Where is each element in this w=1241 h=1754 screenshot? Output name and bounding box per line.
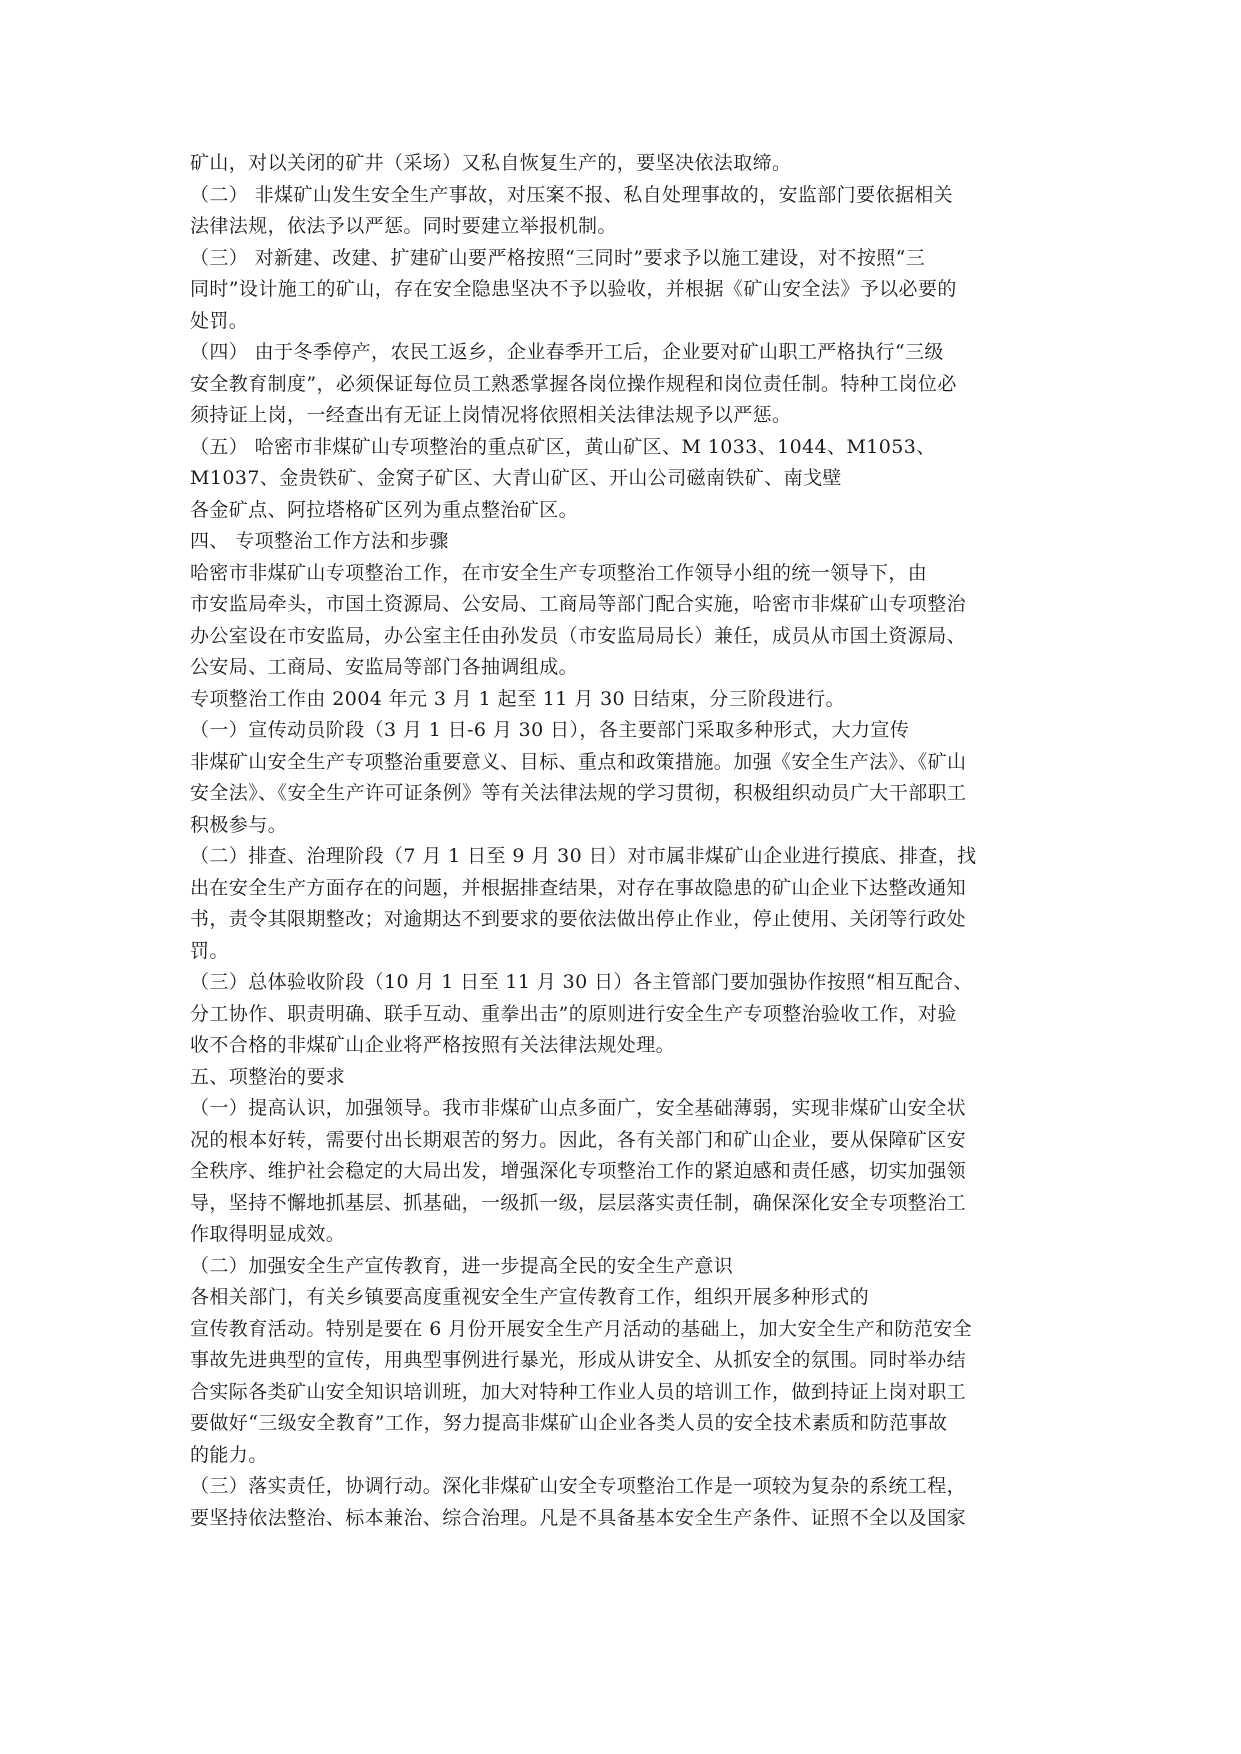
text-line: （一）宣传动员阶段（3 月 1 日-6 月 30 日），各主要部门采取多种形式，大力宣传 (190, 719, 910, 741)
text-line: 公安局、工商局、安监局等部门各抽调组成。 (190, 656, 579, 678)
text-line: 要做好“三级安全教育”工作，努力提高非煤矿山企业各类人员的安全技术素质和防范事故 (190, 1412, 948, 1434)
text-line: （三）总体验收阶段（10 月 1 日至 11 月 30 日）各主管部门要加强协作按照“相互配合、 (190, 971, 973, 993)
text-line: （二） 非煤矿山发生安全生产事故，对压案不报、私自处理事故的，安监部门要依据相关 (190, 183, 954, 206)
text-line: 法律法规，依法予以严惩。同时要建立举报机制。 (190, 215, 617, 237)
text-line: 矿山，对以关闭的矿井（采场）又私自恢复生产的，要坚决依法取缔。 (190, 152, 792, 174)
text-line: （一）提高认识，加强领导。我市非煤矿山点多面广，安全基础薄弱，实现非煤矿山安全状 (190, 1097, 967, 1119)
text-line: 的能力。 (190, 1443, 268, 1466)
text-line: （三）落实责任，协调行动。深化非煤矿山安全专项整治工作是一项较为复杂的系统工程， (190, 1475, 967, 1497)
text-line: （五） 哈密市非煤矿山专项整治的重点矿区，黄山矿区、M 1033、1044、M1053、 (190, 435, 936, 458)
text-line: 全秩序、维护社会稳定的大局出发，增强深化专项整治工作的紧迫感和责任感，切实加强领 (190, 1160, 967, 1182)
text-line: （二）加强安全生产宣传教育，进一步提高全民的安全生产意识 (190, 1254, 734, 1277)
text-line: 书，责令其限期整改；对逾期达不到要求的要依法做出停止作业，停止使用、关闭等行政处 (190, 908, 967, 930)
text-line: 非煤矿山安全生产专项整治重要意义、目标、重点和政策措施。加强《安全生产法》、《矿山 (190, 750, 967, 773)
text-line: （四） 由于冬季停产，农民工返乡，企业春季开工后，企业要对矿山职工严格执行“三级 (190, 341, 944, 363)
text-line: 办公室设在市安监局，办公室主任由孙发员（市安监局局长）兼任，成员从市国土资源局、 (190, 624, 967, 647)
text-line: 处罚。 (190, 309, 249, 332)
text-line: 哈密市非煤矿山专项整治工作，在市安全生产专项整治工作领导小组的统一领导下，由 (190, 561, 928, 584)
text-line: 罚。 (190, 939, 229, 962)
text-line: 况的根本好转，需要付出长期艰苦的努力。因此，各有关部门和矿山企业，要从保障矿区安 (190, 1128, 967, 1151)
text-line: 分工协作、职责明确、联手互动、重拳出击”的原则进行安全生产专项整治验收工作，对验 (190, 1002, 957, 1025)
text-line: 各金矿点、阿拉塔格矿区列为重点整治矿区。 (190, 498, 579, 521)
text-line: 市安监局牵头，市国土资源局、公安局、工商局等部门配合实施，哈密市非煤矿山专项整治 (190, 593, 967, 615)
text-line: 各相关部门，有关乡镇要高度重视安全生产宣传教育工作，组织开展多种形式的 (190, 1286, 870, 1308)
text-line: 同时”设计施工的矿山，存在安全隐患坚决不予以验收，并根据《矿山安全法》予以必要的 (190, 278, 957, 300)
document-body (190, 148, 1070, 1534)
text-line: 安全教育制度”，必须保证每位员工熟悉掌握各岗位操作规程和岗位责任制。特种工岗位必 (190, 372, 957, 395)
text-line: 五、项整治的要求 (190, 1065, 346, 1088)
text-line: 积极参与。 (190, 813, 288, 836)
text-line: 四、 专项整治工作方法和步骤 (190, 530, 449, 552)
text-line: 专项整治工作由 2004 年元 3 月 1 起至 11 月 30 日结束，分三阶段进行。 (190, 687, 845, 710)
text-line: （三） 对新建、改建、扩建矿山要严格按照“三同时”要求予以施工建设，对不按照“三 (190, 246, 926, 269)
text-line: 要坚持依法整治、标本兼治、综合治理。凡是不具备基本安全生产条件、证照不全以及国家 (190, 1506, 967, 1529)
text-line: 合实际各类矿山安全知识培训班，加大对特种工作业人员的培训工作，做到持证上岗对职工 (190, 1380, 967, 1403)
text-line: 导，坚持不懈地抓基层、抓基础，一级抓一级，层层落实责任制，确保深化安全专项整治工 (190, 1191, 967, 1214)
text-line: 出在安全生产方面存在的问题，并根据排查结果，对存在事故隐患的矿山企业下达整改通知 (190, 876, 967, 899)
text-line: （二）排查、治理阶段（7 月 1 日至 9 月 30 日）对市属非煤矿山企业进行摸底、排查，找 (190, 845, 977, 867)
text-line: 收不合格的非煤矿山企业将严格按照有关法律法规处理。 (190, 1034, 676, 1056)
text-line: 安全法》、《安全生产许可证条例》等有关法律法规的学习贯彻，积极组织动员广大干部职工 (190, 782, 967, 804)
text-line: M1037、金贵铁矿、金窝子矿区、大青山矿区、开山公司磁南铁矿、南戈壁 (190, 467, 842, 489)
text-line: 须持证上岗，一经查出有无证上岗情况将依照相关法律法规予以严惩。 (190, 404, 792, 426)
text-line: 宣传教育活动。特别是要在 6 月份开展安全生产月活动的基础上，加大安全生产和防范安全 (190, 1317, 972, 1340)
text-line: 事故先进典型的宣传，用典型事例进行暴光，形成从讲安全、从抓安全的氛围。同时举办结 (190, 1349, 967, 1371)
text-line: 作取得明显成效。 (190, 1223, 346, 1245)
